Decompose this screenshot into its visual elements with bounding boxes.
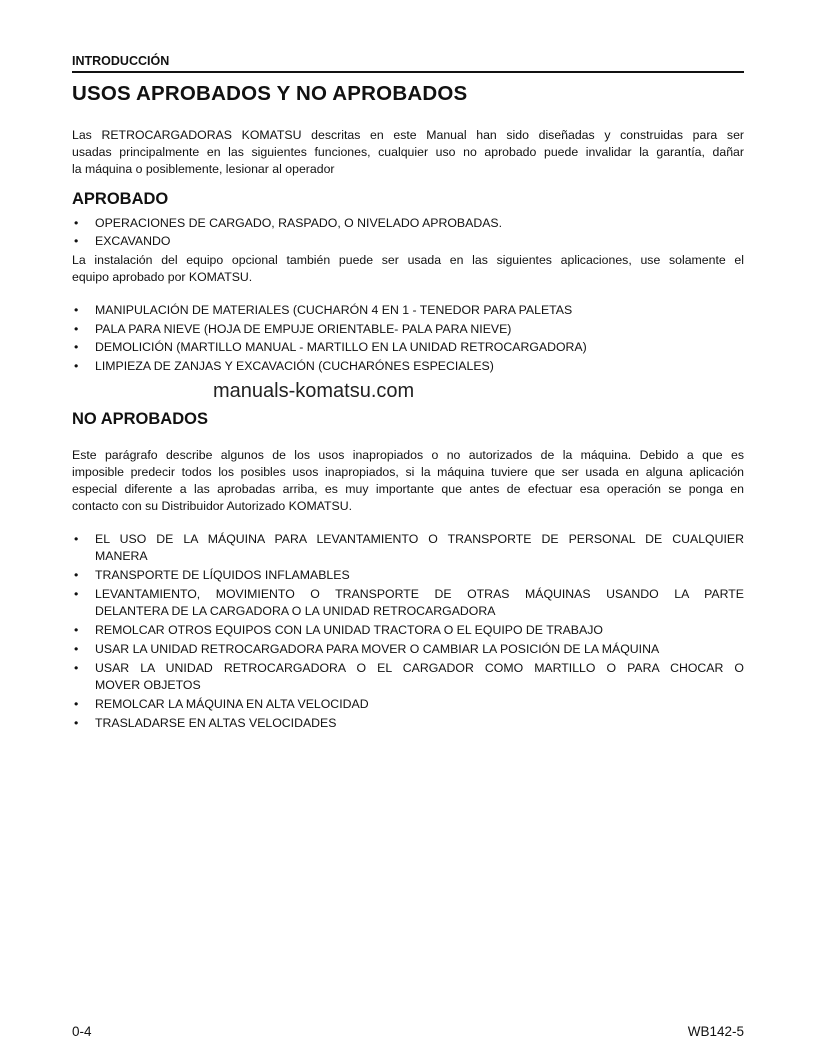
- list-item: [72, 358, 744, 377]
- list-item: [72, 696, 744, 713]
- text-line: contacto con su Distribuidor Autorizado KOMATSU.: [72, 499, 352, 513]
- intro-paragraph: [72, 127, 744, 178]
- bullet: •: [74, 216, 79, 230]
- text-line: especial diferente a las aprobadas arriba, es muy importante que antes de efectuar esa operación se ponga en: [72, 482, 744, 496]
- model-number: WB142-5: [687, 1024, 744, 1039]
- list-item-text: DEMOLICIÓN (MARTILLO MANUAL - MARTILLO EN LA UNIDAD RETROCARGADORA): [95, 340, 587, 355]
- text-line: la máquina o posiblemente, lesionar al operador: [72, 162, 335, 176]
- bullet: •: [74, 642, 79, 656]
- list-item-text: TRANSPORTE DE LÍQUIDOS INFLAMABLES: [95, 568, 350, 582]
- bullet: •: [74, 340, 79, 355]
- header-rule: [72, 71, 744, 73]
- list-item-text: MOVER OBJETOS: [95, 678, 201, 692]
- list-item: [72, 660, 744, 694]
- bullet: •: [74, 303, 79, 317]
- bullet: •: [74, 359, 79, 374]
- list-item: [72, 641, 744, 658]
- text-line: La instalación del equipo opcional también puede ser usada en las siguientes aplicaciones, use solamente el: [72, 253, 744, 267]
- text-line: usadas principalmente en las siguientes funciones, cualquier uso no aprobado puede invalidar la garantía, dañar: [72, 145, 744, 159]
- list-item-text: REMOLCAR OTROS EQUIPOS CON LA UNIDAD TRACTORA O EL EQUIPO DE TRABAJO: [95, 623, 603, 637]
- list-item-text: USAR LA UNIDAD RETROCARGADORA O EL CARGADOR COMO MARTILLO O PARA CHOCAR O: [95, 661, 744, 675]
- list-item-text: DELANTERA DE LA CARGADORA O LA UNIDAD RETROCARGADORA: [95, 604, 496, 618]
- section-header: INTRODUCCIÓN: [72, 54, 170, 68]
- list-item: [72, 567, 744, 584]
- list-item-text: OPERACIONES DE CARGADO, RASPADO, O NIVELADO APROBADAS.: [95, 216, 503, 230]
- bullet: •: [74, 697, 79, 711]
- not-approved-heading: NO APROBADOS: [72, 410, 208, 428]
- text-line: imposible predecir todos los posibles usos inapropiados, si la máquina tuviere que ser usada en alguna aplicación: [72, 465, 744, 479]
- bullet: •: [74, 716, 79, 730]
- list-item-text: EL USO DE LA MÁQUINA PARA LEVANTAMIENTO O TRANSPORTE DE PERSONAL DE CUALQUIER: [95, 532, 744, 546]
- list-item: [72, 586, 744, 620]
- list-item-text: USAR LA UNIDAD RETROCARGADORA PARA MOVER O CAMBIAR LA POSICIÓN DE LA MÁQUINA: [95, 642, 660, 656]
- list-item: [72, 215, 744, 233]
- bullet: •: [74, 321, 79, 336]
- list-item-text: PALA PARA NIEVE (HOJA DE EMPUJE ORIENTABLE- PALA PARA NIEVE): [95, 321, 512, 336]
- list-item-text: TRASLADARSE EN ALTAS VELOCIDADES: [95, 716, 337, 730]
- watermark: manuals-komatsu.com: [213, 380, 415, 402]
- list-item-text: LIMPIEZA DE ZANJAS Y EXCAVACIÓN (CUCHARÓNES ESPECIALES): [95, 359, 494, 374]
- bullet: •: [74, 623, 79, 637]
- list-item-text: LEVANTAMIENTO, MOVIMIENTO O TRANSPORTE DE OTRAS MÁQUINAS USANDO LA PARTE: [95, 587, 744, 601]
- not-approved-paragraph: [72, 447, 744, 515]
- text-line: Las RETROCARGADORAS KOMATSU descritas en este Manual han sido diseñadas y construidas para ser: [72, 128, 744, 142]
- page-number: 0-4: [72, 1024, 92, 1039]
- list-item: [72, 339, 744, 358]
- list-item-text: MANIPULACIÓN DE MATERIALES (CUCHARÓN 4 EN 1 - TENEDOR PARA PALETAS: [95, 303, 573, 317]
- list-item: [72, 622, 744, 639]
- bullet: •: [74, 587, 79, 601]
- text-line: Este parágrafo describe algunos de los usos inapropiados o no autorizados de la máquina. Debido a que es: [72, 448, 744, 462]
- bullet: •: [74, 234, 79, 248]
- bullet: •: [74, 661, 79, 675]
- optional-list: [72, 302, 744, 377]
- list-item: [72, 715, 744, 732]
- list-item: [72, 531, 744, 565]
- approved-list: [72, 215, 744, 286]
- list-item-text: MANERA: [95, 549, 148, 563]
- list-item-text: EXCAVANDO: [95, 234, 171, 248]
- text-line: equipo aprobado por KOMATSU.: [72, 270, 253, 284]
- approved-heading: APROBADO: [72, 190, 169, 208]
- list-item: [72, 302, 744, 321]
- bullet: •: [74, 532, 79, 546]
- bullet: •: [74, 568, 79, 582]
- list-item-text: REMOLCAR LA MÁQUINA EN ALTA VELOCIDAD: [95, 697, 369, 711]
- list-item: [72, 321, 744, 340]
- list-item: [72, 233, 744, 252]
- not-approved-list: [72, 531, 744, 734]
- page-title: USOS APROBADOS Y NO APROBADOS: [72, 82, 468, 105]
